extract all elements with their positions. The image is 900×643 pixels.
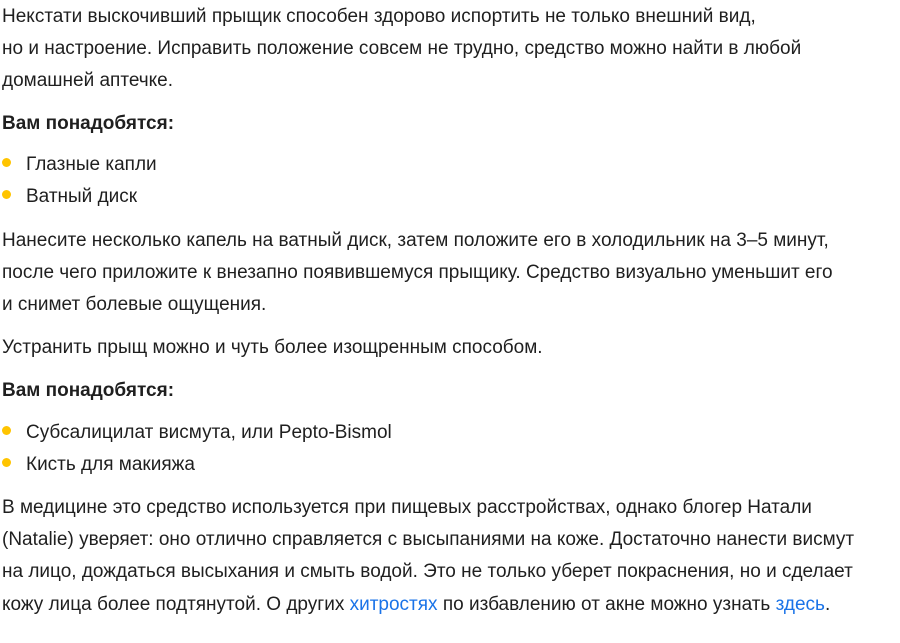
bullet-icon — [2, 190, 11, 199]
paragraph-line: на лицо, дождаться высыхания и смыть водой. Это не только уберет покраснения, но и сделает — [2, 561, 853, 582]
list-item: Кисть для макияжа — [26, 454, 195, 475]
bullet-icon — [2, 426, 11, 435]
paragraph-line: и снимет болевые ощущения. — [2, 294, 267, 315]
section-heading: Вам понадобятся: — [2, 113, 175, 134]
list-item: Глазные капли — [26, 154, 157, 175]
list-item: Субсалицилат висмута, или Pepto-Bismol — [26, 422, 392, 443]
paragraph-line: после чего приложите к внезапно появившемуся прыщику. Средство визуально уменьшит его — [2, 262, 833, 283]
paragraph-line — [2, 589, 830, 621]
bullet-icon — [2, 458, 11, 467]
list-item: Ватный диск — [26, 186, 138, 207]
text-segment: . — [824, 594, 831, 615]
paragraph-line: Нанесите несколько капель на ватный диск, затем положите его в холодильник на 3–5 минут, — [2, 230, 829, 251]
paragraph-line: но и настроение. Исправить положение совсем не трудно, средство можно найти в любой — [2, 38, 802, 59]
paragraph-line: Некстати выскочивший прыщик способен здорово испортить не только внешний вид, — [2, 6, 756, 27]
paragraph-line: Устранить прыщ можно и чуть более изощренным способом. — [2, 337, 543, 358]
paragraph-line: домашней аптечке. — [2, 70, 174, 91]
text-segment: кожу лица более подтянутой. О других — [2, 594, 350, 615]
here-link[interactable]: здесь — [775, 594, 825, 615]
bullet-icon — [2, 158, 11, 167]
tips-link[interactable]: хитростях — [349, 594, 438, 615]
text-segment: по избавлению от акне можно узнать — [437, 594, 776, 615]
section-heading: Вам понадобятся: — [2, 380, 175, 401]
paragraph-line: (Natalie) уверяет: оно отлично справляется с высыпаниями на коже. Достаточно нанести висмут — [2, 529, 855, 550]
paragraph-line: В медицине это средство используется при пищевых расстройствах, однако блогер Натали — [2, 497, 812, 518]
